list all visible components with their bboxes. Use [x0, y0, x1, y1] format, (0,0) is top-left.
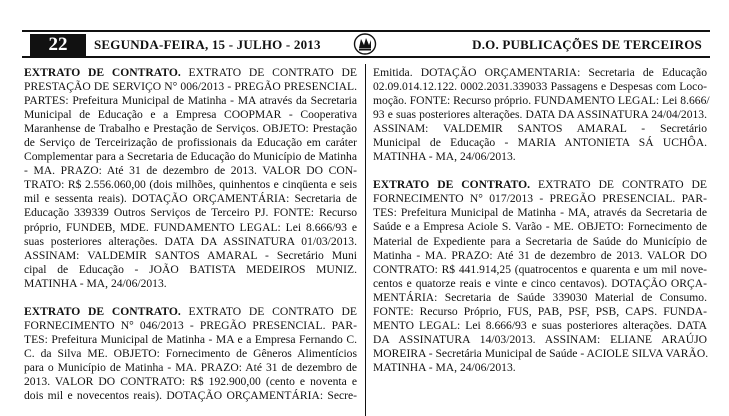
text-line: 93 e suas posteriores alterações. DATA DA ASSINATURA 24/04/2013.	[373, 108, 707, 122]
text-line: MATINHA - MA, 24/06/2013.	[24, 276, 167, 290]
state-coat-of-arms-icon	[353, 33, 377, 55]
text-line: ASSINAM: VALDEMIR SANTOS AMARAL - Secretário Muni	[24, 248, 357, 262]
text-line: - MA. PRAZO: Até 31 de dezembro de 2013. VALOR DO CON-	[24, 164, 357, 178]
text-line: TES: Prefeitura Municipal de Matinha - MA e a Empresa Fernando C.	[24, 332, 357, 346]
text-line: centos e quatorze reais e vinte e cinco centavos). DOTAÇÃO ORÇA-	[373, 276, 707, 290]
text-line: MATINHA - MA, 24/06/2013.	[373, 360, 516, 374]
text-line: MOREIRA - Secretária Municipal de Saúde - ACIOLE SILVA VARÃO.	[373, 346, 709, 360]
text-line: Emitida. DOTAÇÃO ORÇAMENTARIA: Secretaria de Educação	[373, 66, 707, 79]
text-line: Municipal de Educação - MARIA ANTONIETA SÁ UCHÔA.	[373, 136, 707, 150]
text-line: C. da Silva ME. OBJETO: Fornecimento de Gêneros Alimentícios	[24, 346, 357, 360]
text-line: Material de Expediente para a Secretaria de Saúde do Município de	[373, 234, 707, 248]
contract-extract-education-services	[24, 66, 357, 291]
text-line: DA ASSINATURA 14/03/2013. ASSINAM: ELIANE ARAÚJO	[373, 332, 707, 346]
text-line: CONTRATO: R$ 441.914,25 (quatrocentos e quarenta e um mil nove-	[373, 262, 707, 276]
page-number: 22	[30, 34, 86, 56]
text-line: ASSINAM: VALDEMIR SANTOS AMARAL - Secretário	[373, 122, 707, 136]
text-line: MATINHA - MA, 24/06/2013.	[373, 150, 516, 164]
right-column	[373, 66, 710, 389]
text-line: Municipal de Educação e a Empresa COOPMAR - Cooperativa	[24, 108, 357, 122]
text-line: moção. FONTE: Recurso próprio. FUNDAMENTO LEGAL: Lei 8.666/	[373, 94, 710, 108]
text-line: PARTES: Prefeitura Municipal de Matinha - MA através da Secretaria	[24, 94, 357, 108]
text-line: Complementar para a Secretaria de Educação do Município de Matinha	[24, 150, 357, 164]
page-header	[22, 30, 710, 58]
text-line: de Serviço de Terceirização de profissionais da Educação em caráter	[24, 136, 357, 150]
issue-date: SEGUNDA-FEIRA, 15 - JULHO - 2013	[94, 37, 321, 52]
text-line: Matinha - MA. PRAZO: Até 31 de dezembro de 2013. VALOR DO	[373, 248, 707, 262]
text-line: cipal de Educação - JOÃO BATISTA MEDEIROS MUNIZ.	[24, 262, 357, 276]
extract-heading: EXTRATO DE CONTRATO.	[24, 304, 181, 318]
text-line: MENTO LEGAL: Lei 8.666/93 e suas posteriores alterações. DATA	[373, 318, 707, 332]
text-line: suas posteriores alterações. DATA DA ASSINATURA 01/03/2013.	[24, 234, 357, 248]
paragraph-first-line: EXTRATO DE CONTRATO. EXTRATO DE CONTRATO DE	[373, 178, 707, 192]
text-line: próprio, FUNDEB, MDE. FUNDAMENTO LEGAL: Lei 8.666/93 e	[24, 220, 357, 234]
text-line: 2013. VALOR DO CONTRATO: R$ 192.900,00 (cento e noventa e	[24, 374, 357, 388]
text-line: TES: Prefeitura Municipal de Matinha - MA, através da Secretaria de	[373, 206, 707, 220]
left-column	[24, 66, 357, 416]
text-line: Maranhense de Trabalho e Prestação de Serviços. OBJETO: Prestação	[24, 122, 357, 136]
extract-heading: EXTRATO DE CONTRATO.	[24, 66, 181, 79]
contract-extract-continuation	[373, 66, 710, 164]
contract-extract-food-supply	[24, 305, 357, 403]
text-line: FORNECIMENTO N° 017/2013 - PREGÃO PRESENCIAL. PAR-	[373, 192, 707, 206]
contract-extract-office-supplies	[373, 178, 707, 375]
section-title: D.O. PUBLICAÇÕES DE TERCEIROS	[472, 37, 702, 52]
text-line: PRESTAÇÃO DE SERVIÇO N° 006/2013 - PREGÃO PRESENCIAL.	[24, 80, 357, 94]
text-line: 02.09.014.12.122. 0002.2031.339033 Passagens e Despesas com Loco-	[373, 80, 707, 94]
text-line: Saúde e a Empresa Aciole S. Varão - ME. OBJETO: Fornecimento de	[373, 220, 707, 234]
text-line: Educação 339339 Outros Serviços de Terceiro PJ. FONTE: Recurso	[24, 206, 357, 220]
text-line: MENTÁRIA: Secretaria de Saúde 339030 Material de Consumo.	[373, 290, 707, 304]
text-line: FORNECIMENTO N° 046/2013 - PREGÃO PRESENCIAL. PAR-	[24, 318, 357, 332]
text-line: FONTE: Recurso Próprio, FUS, PAB, PSF, PSB, CAPS. FUNDA-	[373, 304, 707, 318]
column-divider	[365, 64, 366, 416]
paragraph-first-line: EXTRATO DE CONTRATO. EXTRATO DE CONTRATO DE	[24, 304, 357, 318]
extract-heading: EXTRATO DE CONTRATO.	[373, 178, 531, 192]
text-line-cut: dois mil e novecentos reais). DOTAÇÃO ORÇAMENTÁRIA: Secre-	[24, 389, 357, 403]
text-line: para o Município de Matinha - MA. PRAZO: Até 31 de dezembro de	[24, 360, 357, 374]
text-line: mil e sessenta reais). DOTAÇÃO ORÇAMENTÁRIA: Secretaria de	[24, 192, 357, 206]
text-line: TRATO: R$ 2.556.060,00 (dois milhões, quinhentos e cinqüenta e seis	[24, 178, 357, 192]
paragraph-first-line: EXTRATO DE CONTRATO. EXTRATO DE CONTRATO DE	[24, 66, 357, 79]
